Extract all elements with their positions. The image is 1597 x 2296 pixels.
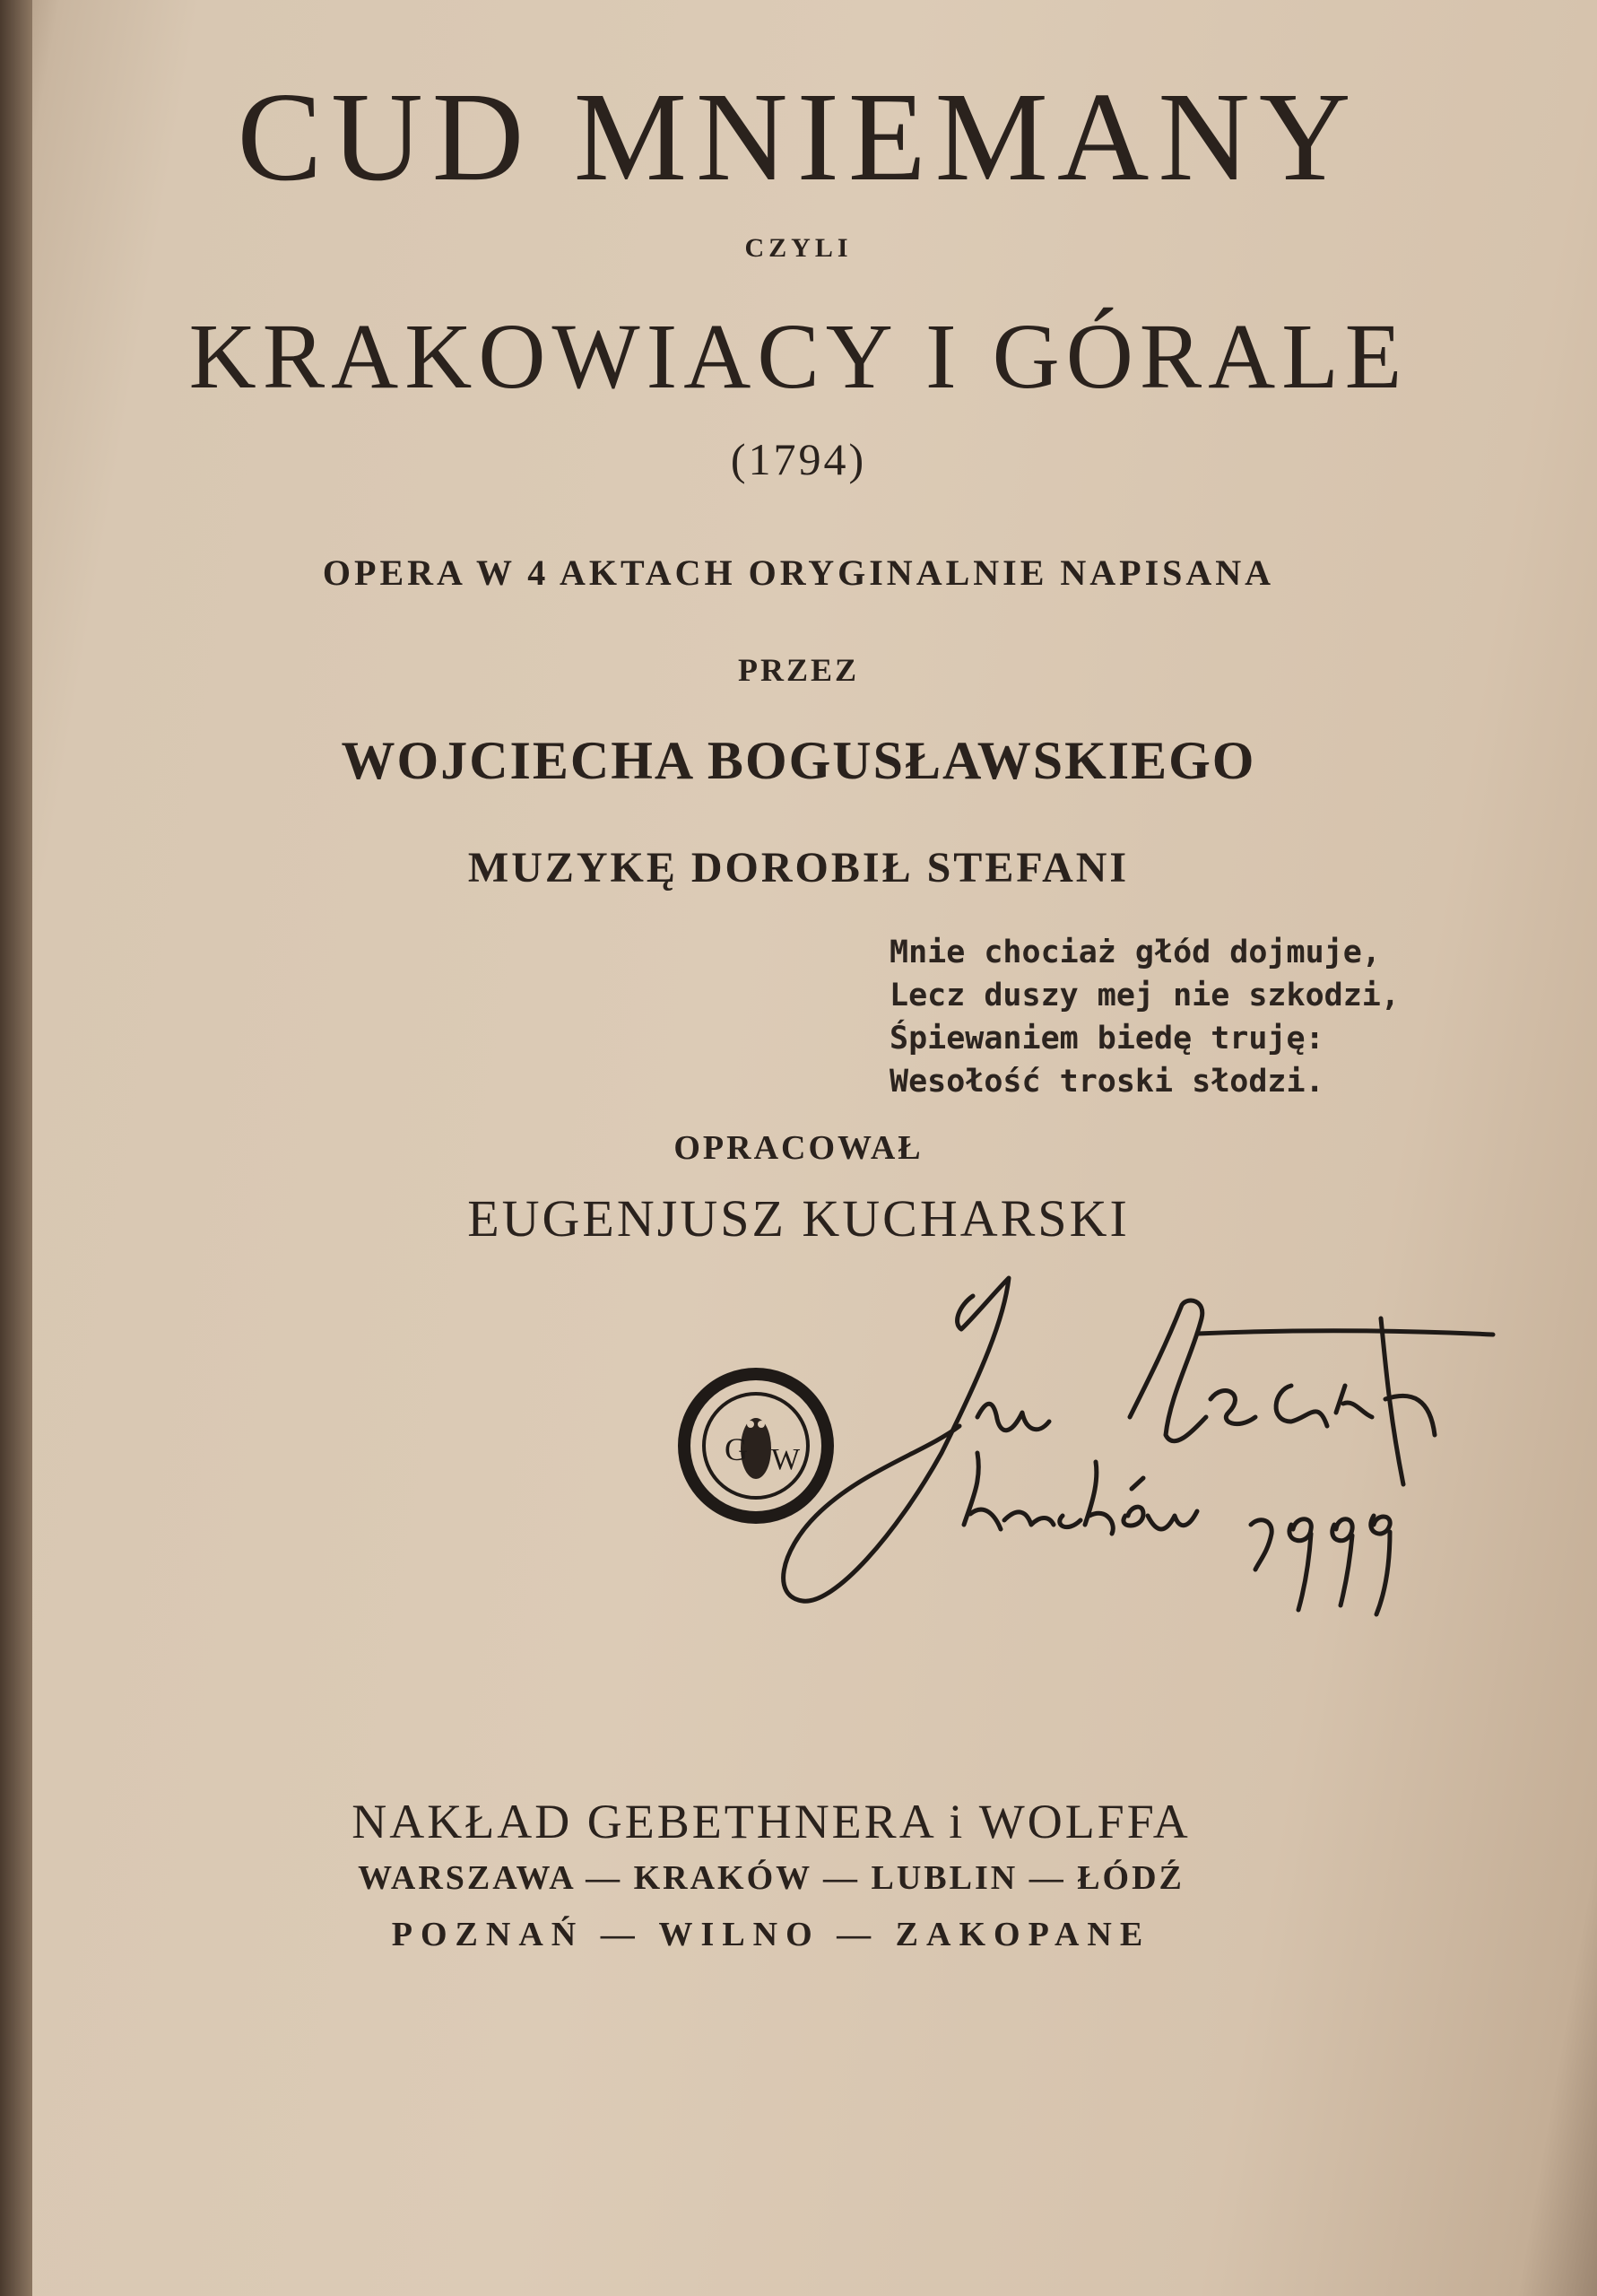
music-credit: MUZYKĘ DOROBIŁ STEFANI xyxy=(467,844,1130,891)
svg-text:W: W xyxy=(771,1443,801,1476)
handwritten-signature xyxy=(784,1278,1493,1614)
publisher-cities-line-1: WARSZAWA — KRAKÓW — LUBLIN — ŁÓDŹ xyxy=(358,1859,1185,1897)
motto-line: Śpiewaniem biedę truję: xyxy=(890,1021,1324,1057)
publisher-imprint: NAKŁAD GEBETHNERA i WOLFFA xyxy=(352,1795,1191,1848)
editor-label: OPRACOWAŁ xyxy=(673,1129,924,1167)
author-name: WOJCIECHA BOGUSŁAWSKIEGO xyxy=(341,731,1256,790)
publisher-cities-line-2: POZNAŃ — WILNO — ZAKOPANE xyxy=(391,1916,1151,1953)
title-connector: CZYLI xyxy=(744,233,853,263)
motto-line: Wesołość troski słodzi. xyxy=(890,1064,1324,1100)
svg-text:G: G xyxy=(725,1431,748,1467)
motto-line: Mnie chociaż głód dojmuje, xyxy=(890,935,1381,970)
book-subtitle: KRAKOWIACY I GÓRALE xyxy=(188,305,1409,408)
publisher-seal-stamp xyxy=(684,1374,828,1518)
motto-line: Lecz duszy mej nie szkodzi, xyxy=(890,978,1400,1013)
book-title: CUD MNIEMANY xyxy=(237,65,1360,207)
by-label: PRZEZ xyxy=(737,652,860,688)
work-description: OPERA W 4 AKTACH ORYGINALNIE NAPISANA xyxy=(322,552,1275,593)
editor-name: EUGENJUSZ KUCHARSKI xyxy=(467,1189,1130,1248)
publication-year: (1794) xyxy=(730,434,867,484)
